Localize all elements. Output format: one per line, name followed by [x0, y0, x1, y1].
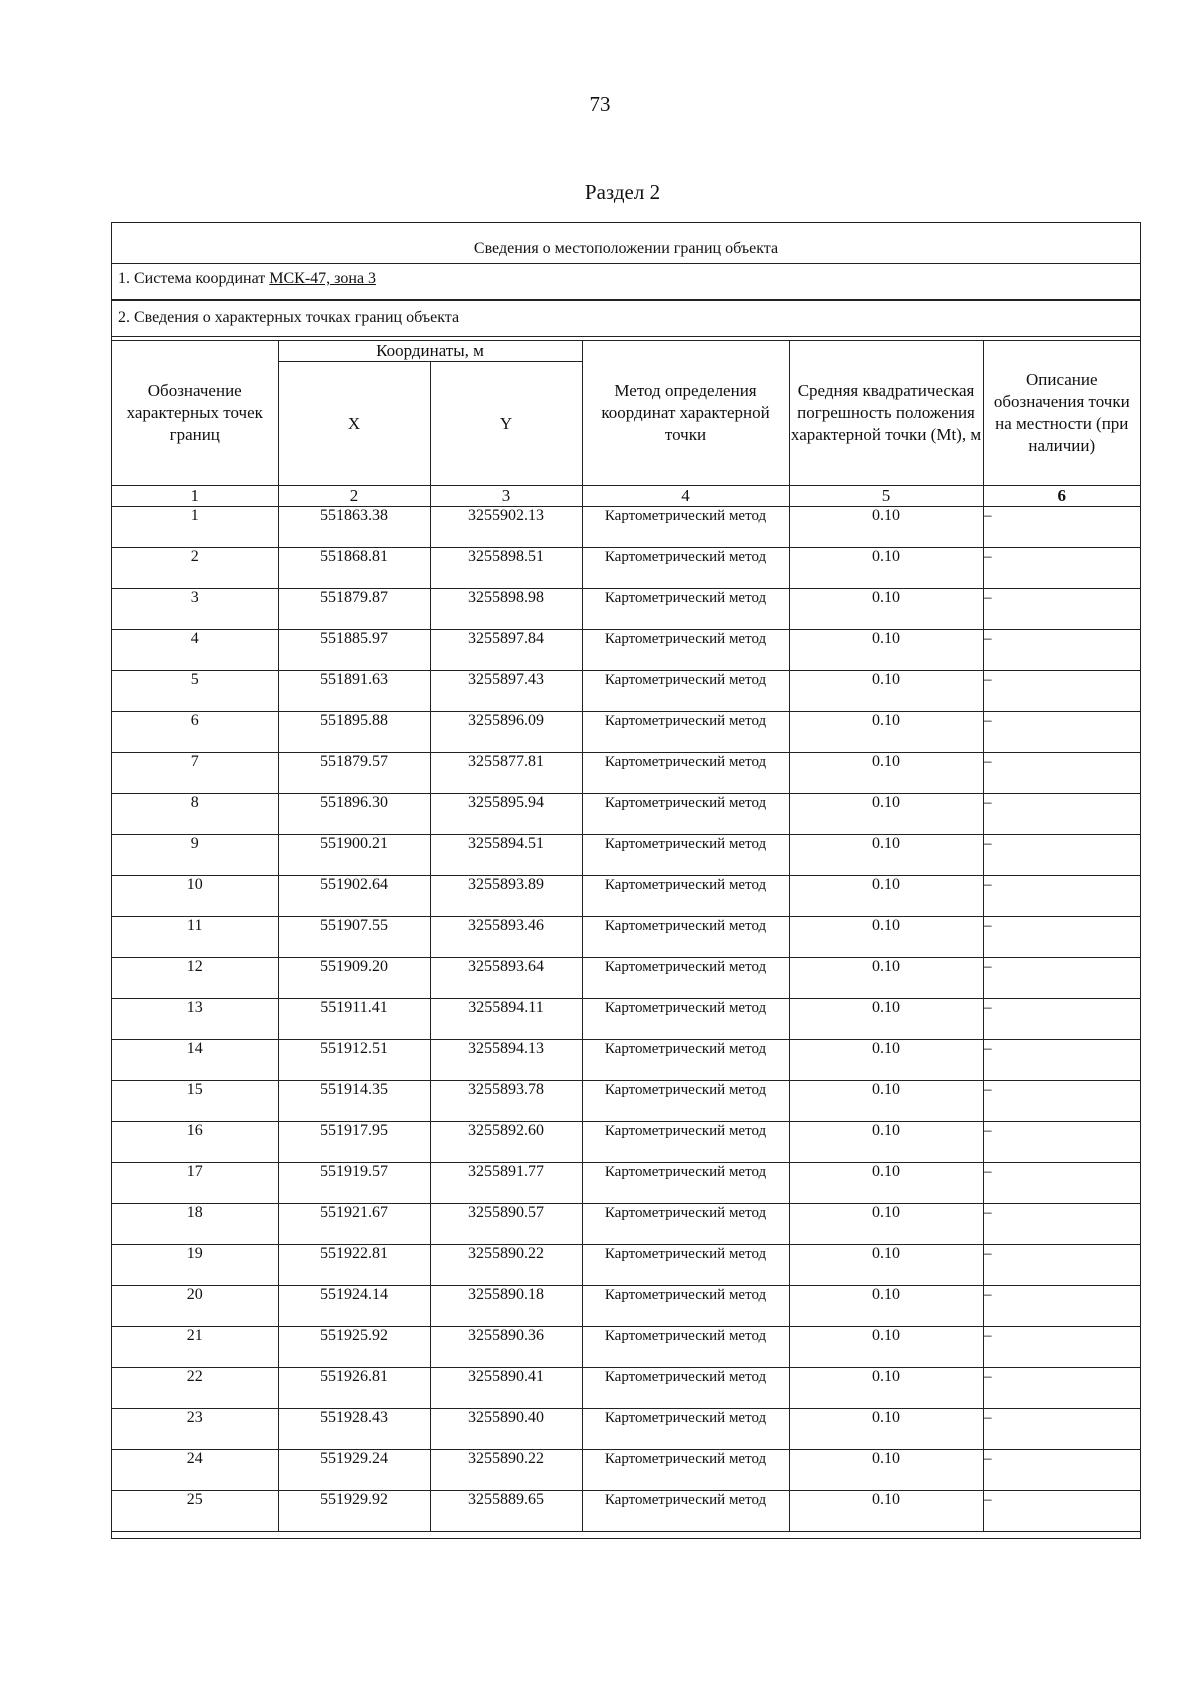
table-row [112, 958, 1140, 999]
method: Картометрический метод [582, 1450, 789, 1491]
method: Картометрический метод [582, 876, 789, 917]
points-title: 2. Сведения о характерных точках границ объекта [112, 303, 1140, 337]
coordinate-y: 3255898.51 [430, 548, 582, 589]
point-description: – [983, 1491, 1140, 1532]
mean-square-error: 0.10 [789, 712, 983, 753]
point-description: – [983, 1204, 1140, 1245]
header-description: Описание обозначения точки на местности (при наличии) [983, 341, 1140, 486]
point-number: 3 [112, 589, 278, 630]
table-row [112, 1040, 1140, 1081]
coordinate-x: 551907.55 [278, 917, 430, 958]
point-number: 4 [112, 630, 278, 671]
coordinate-x: 551885.97 [278, 630, 430, 671]
point-description: – [983, 835, 1140, 876]
coordinate-system-value: МСК-47, зона 3 [269, 270, 377, 287]
point-description: – [983, 794, 1140, 835]
point-description: – [983, 1450, 1140, 1491]
header-designation: Обозначение характерных точек границ [112, 341, 278, 486]
point-description: – [983, 507, 1140, 548]
point-number: 1 [112, 507, 278, 548]
method: Картометрический метод [582, 958, 789, 999]
section-title: Раздел 2 [584, 180, 661, 204]
coordinate-y: 3255894.11 [430, 999, 582, 1040]
table-row [112, 1450, 1140, 1491]
coordinate-y: 3255890.22 [430, 1245, 582, 1286]
coordinate-y: 3255890.18 [430, 1286, 582, 1327]
coordinate-x: 551928.43 [278, 1409, 430, 1450]
coordinate-y: 3255896.09 [430, 712, 582, 753]
method: Картометрический метод [582, 917, 789, 958]
coordinate-x: 551902.64 [278, 876, 430, 917]
table-row [112, 1409, 1140, 1450]
points-table [112, 340, 1140, 1532]
point-number: 19 [112, 1245, 278, 1286]
table-row [112, 1368, 1140, 1409]
point-number: 23 [112, 1409, 278, 1450]
coordinate-x: 551868.81 [278, 548, 430, 589]
mean-square-error: 0.10 [789, 1368, 983, 1409]
mean-square-error: 0.10 [789, 958, 983, 999]
point-description: – [983, 589, 1140, 630]
coordinate-y: 3255891.77 [430, 1163, 582, 1204]
table-row [112, 999, 1140, 1040]
coordinate-y: 3255892.60 [430, 1122, 582, 1163]
method: Картометрический метод [582, 507, 789, 548]
table-row [112, 1122, 1140, 1163]
coordinate-y: 3255893.78 [430, 1081, 582, 1122]
column-number: 4 [582, 486, 789, 507]
table-row [112, 876, 1140, 917]
coordinate-y: 3255890.41 [430, 1368, 582, 1409]
point-description: – [983, 999, 1140, 1040]
point-description: – [983, 958, 1140, 999]
table-row [112, 1245, 1140, 1286]
point-number: 15 [112, 1081, 278, 1122]
mean-square-error: 0.10 [789, 835, 983, 876]
coordinate-x: 551863.38 [278, 507, 430, 548]
mean-square-error: 0.10 [789, 999, 983, 1040]
coordinate-y: 3255893.89 [430, 876, 582, 917]
column-number: 3 [430, 486, 582, 507]
coordinate-x: 551891.63 [278, 671, 430, 712]
point-number: 10 [112, 876, 278, 917]
header-error: Средняя квадратическая погрешность положения характерной точки (Mt), м [789, 341, 983, 486]
coordinate-x: 551921.67 [278, 1204, 430, 1245]
table-row [112, 507, 1140, 548]
point-description: – [983, 630, 1140, 671]
column-number: 6 [983, 486, 1140, 507]
info-title: Сведения о местоположении границ объекта [112, 223, 1140, 264]
table-row [112, 671, 1140, 712]
table-row [112, 917, 1140, 958]
point-description: – [983, 671, 1140, 712]
header-y: Y [430, 362, 582, 486]
point-description: – [983, 876, 1140, 917]
point-number: 9 [112, 835, 278, 876]
coordinate-x: 551909.20 [278, 958, 430, 999]
method: Картометрический метод [582, 630, 789, 671]
point-number: 17 [112, 1163, 278, 1204]
mean-square-error: 0.10 [789, 1163, 983, 1204]
coordinate-system-label: 1. Система координат [118, 270, 270, 287]
point-number: 13 [112, 999, 278, 1040]
method: Картометрический метод [582, 1409, 789, 1450]
method: Картометрический метод [582, 753, 789, 794]
coordinate-x: 551912.51 [278, 1040, 430, 1081]
method: Картометрический метод [582, 589, 789, 630]
coordinate-y: 3255894.13 [430, 1040, 582, 1081]
mean-square-error: 0.10 [789, 1286, 983, 1327]
table-row [112, 1327, 1140, 1368]
point-description: – [983, 1368, 1140, 1409]
page-number: 73 [589, 92, 611, 116]
coordinate-x: 551917.95 [278, 1122, 430, 1163]
mean-square-error: 0.10 [789, 1040, 983, 1081]
mean-square-error: 0.10 [789, 1450, 983, 1491]
coordinate-y: 3255897.43 [430, 671, 582, 712]
table-row [112, 1491, 1140, 1532]
table-row [112, 1163, 1140, 1204]
coordinate-x: 551919.57 [278, 1163, 430, 1204]
mean-square-error: 0.10 [789, 1204, 983, 1245]
mean-square-error: 0.10 [789, 753, 983, 794]
point-description: – [983, 548, 1140, 589]
coordinate-y: 3255893.46 [430, 917, 582, 958]
points-table-body [112, 507, 1140, 1532]
point-description: – [983, 1081, 1140, 1122]
coordinate-x: 551929.92 [278, 1491, 430, 1532]
mean-square-error: 0.10 [789, 548, 983, 589]
coordinate-y: 3255894.51 [430, 835, 582, 876]
mean-square-error: 0.10 [789, 507, 983, 548]
method: Картометрический метод [582, 1081, 789, 1122]
coordinate-y: 3255897.84 [430, 630, 582, 671]
point-description: – [983, 1286, 1140, 1327]
table-row [112, 630, 1140, 671]
method: Картометрический метод [582, 671, 789, 712]
mean-square-error: 0.10 [789, 589, 983, 630]
point-number: 6 [112, 712, 278, 753]
coordinate-y: 3255890.36 [430, 1327, 582, 1368]
point-description: – [983, 712, 1140, 753]
coordinate-x: 551900.21 [278, 835, 430, 876]
column-number: 1 [112, 486, 278, 507]
point-description: – [983, 1040, 1140, 1081]
coordinate-x: 551914.35 [278, 1081, 430, 1122]
point-number: 8 [112, 794, 278, 835]
point-number: 21 [112, 1327, 278, 1368]
mean-square-error: 0.10 [789, 1081, 983, 1122]
coordinate-y: 3255893.64 [430, 958, 582, 999]
coordinate-x: 551926.81 [278, 1368, 430, 1409]
coordinate-y: 3255890.22 [430, 1450, 582, 1491]
coordinate-y: 3255895.94 [430, 794, 582, 835]
coordinate-system-line [112, 264, 1140, 300]
point-description: – [983, 1327, 1140, 1368]
point-number: 20 [112, 1286, 278, 1327]
coordinate-x: 551895.88 [278, 712, 430, 753]
header-method: Метод определения координат характерной точки [582, 341, 789, 486]
table-row [112, 1204, 1140, 1245]
point-number: 7 [112, 753, 278, 794]
coordinate-y: 3255890.57 [430, 1204, 582, 1245]
point-number: 25 [112, 1491, 278, 1532]
mean-square-error: 0.10 [789, 1409, 983, 1450]
method: Картометрический метод [582, 1286, 789, 1327]
coordinate-x: 551925.92 [278, 1327, 430, 1368]
method: Картометрический метод [582, 1245, 789, 1286]
point-description: – [983, 1409, 1140, 1450]
method: Картометрический метод [582, 1122, 789, 1163]
table-row [112, 835, 1140, 876]
coordinate-x: 551879.57 [278, 753, 430, 794]
divider [112, 300, 1140, 301]
column-number: 5 [789, 486, 983, 507]
point-number: 18 [112, 1204, 278, 1245]
coordinate-x: 551911.41 [278, 999, 430, 1040]
point-number: 24 [112, 1450, 278, 1491]
table-row [112, 548, 1140, 589]
coordinate-x: 551896.30 [278, 794, 430, 835]
point-number: 12 [112, 958, 278, 999]
method: Картометрический метод [582, 712, 789, 753]
method: Картометрический метод [582, 1327, 789, 1368]
mean-square-error: 0.10 [789, 1327, 983, 1368]
mean-square-error: 0.10 [789, 1122, 983, 1163]
coordinate-y: 3255898.98 [430, 589, 582, 630]
mean-square-error: 0.10 [789, 917, 983, 958]
method: Картометрический метод [582, 548, 789, 589]
header-coordinates: Координаты, м [278, 341, 582, 362]
table-row [112, 589, 1140, 630]
method: Картометрический метод [582, 1040, 789, 1081]
table-row [112, 712, 1140, 753]
table-row [112, 1286, 1140, 1327]
table-row [112, 1081, 1140, 1122]
point-number: 14 [112, 1040, 278, 1081]
method: Картометрический метод [582, 835, 789, 876]
coordinate-y: 3255877.81 [430, 753, 582, 794]
point-description: – [983, 917, 1140, 958]
coordinate-y: 3255889.65 [430, 1491, 582, 1532]
coordinate-x: 551922.81 [278, 1245, 430, 1286]
coordinate-x: 551929.24 [278, 1450, 430, 1491]
point-number: 2 [112, 548, 278, 589]
mean-square-error: 0.10 [789, 1245, 983, 1286]
mean-square-error: 0.10 [789, 1491, 983, 1532]
column-number: 2 [278, 486, 430, 507]
method: Картометрический метод [582, 1491, 789, 1532]
mean-square-error: 0.10 [789, 630, 983, 671]
point-number: 5 [112, 671, 278, 712]
point-number: 11 [112, 917, 278, 958]
column-number-row [112, 486, 1140, 507]
coordinate-y: 3255902.13 [430, 507, 582, 548]
point-number: 16 [112, 1122, 278, 1163]
mean-square-error: 0.10 [789, 876, 983, 917]
point-description: – [983, 1163, 1140, 1204]
table-row [112, 794, 1140, 835]
point-description: – [983, 1245, 1140, 1286]
mean-square-error: 0.10 [789, 671, 983, 712]
point-description: – [983, 753, 1140, 794]
method: Картометрический метод [582, 999, 789, 1040]
mean-square-error: 0.10 [789, 794, 983, 835]
coordinate-x: 551879.87 [278, 589, 430, 630]
point-description: – [983, 1122, 1140, 1163]
point-number: 22 [112, 1368, 278, 1409]
coordinate-x: 551924.14 [278, 1286, 430, 1327]
method: Картометрический метод [582, 1368, 789, 1409]
coordinate-y: 3255890.40 [430, 1409, 582, 1450]
header-x: X [278, 362, 430, 486]
method: Картометрический метод [582, 794, 789, 835]
method: Картометрический метод [582, 1204, 789, 1245]
table-row [112, 753, 1140, 794]
boundary-info-table [111, 222, 1141, 1539]
method: Картометрический метод [582, 1163, 789, 1204]
